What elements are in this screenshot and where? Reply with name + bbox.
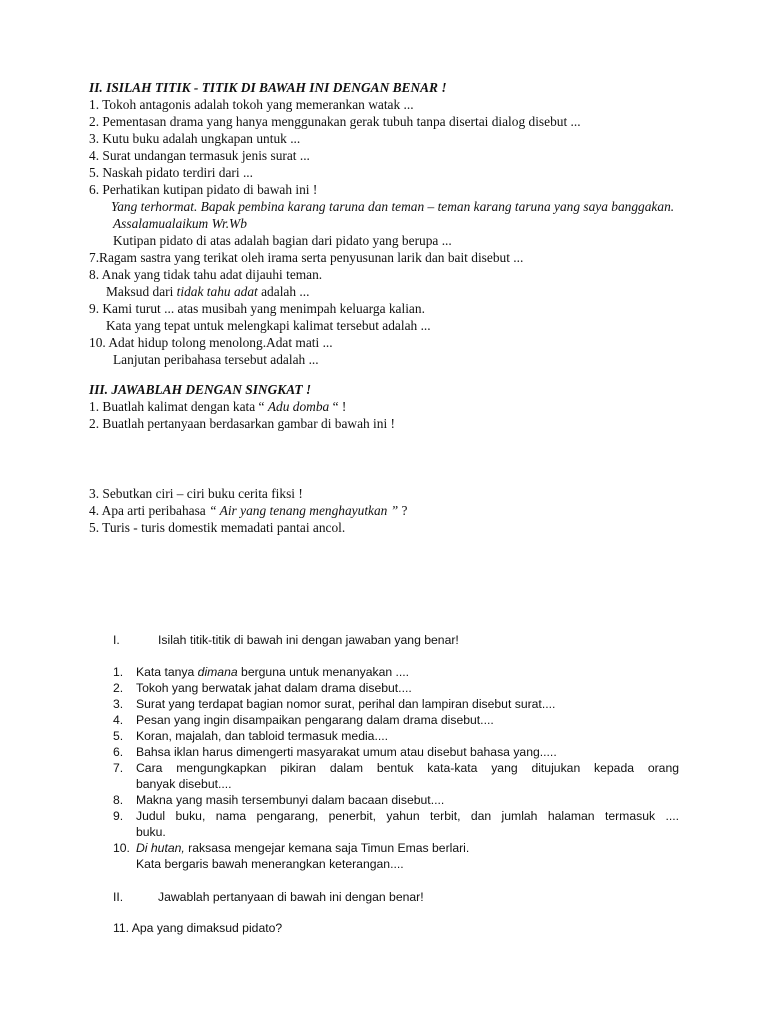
item-emphasis: “ Air yang tenang menghayutkan ” xyxy=(209,503,399,518)
question-subline xyxy=(89,283,689,300)
item-line xyxy=(136,840,679,856)
speech-quote: Yang terhormat. Bapak pembina karang taruna dan teman – teman karang taruna yang saya banggakan. xyxy=(111,199,675,214)
list-item xyxy=(113,808,679,840)
item-emphasis: Adu domba xyxy=(267,399,330,414)
list-item xyxy=(113,664,679,680)
question-subline: Kata yang tepat untuk melengkapi kalimat tersebut adalah ... xyxy=(106,318,431,333)
question-item: 8. Anak yang tidak tahu adat dijauhi teman. xyxy=(89,267,323,282)
speech-question: Kutipan pidato di atas adalah bagian dari pidato yang berupa ... xyxy=(113,233,452,248)
question-item: 2. Buatlah pertanyaan berdasarkan gambar di bawah ini ! xyxy=(89,416,396,431)
question-item: 5. Naskah pidato terdiri dari ... xyxy=(89,165,253,180)
serif-section xyxy=(89,79,689,536)
item-number: 6. xyxy=(113,745,124,759)
item-text xyxy=(136,808,679,840)
item-text: Bahsa iklan harus dimengerti masyarakat umum atau disebut bahasa yang..... xyxy=(136,745,557,759)
question-list xyxy=(113,664,679,872)
list-item xyxy=(113,792,679,808)
list-item xyxy=(113,840,679,872)
item-text: Surat yang terdapat bagian nomor surat, perihal dan lampiran disebut surat.... xyxy=(136,697,556,711)
section-numeral: II. xyxy=(113,890,124,904)
item-text: Tokoh yang berwatak jahat dalam drama disebut.... xyxy=(136,681,412,695)
item-text-part: Kata tanya xyxy=(136,665,198,679)
speech-greeting: Assalamualaikum Wr.Wb xyxy=(113,216,247,231)
item-text xyxy=(136,664,679,680)
item-emphasis: dimana xyxy=(197,665,238,679)
question-item: 11. Apa yang dimaksud pidato? xyxy=(113,921,283,935)
item-text: Pesan yang ingin disampaikan pengarang dalam drama disebut.... xyxy=(136,713,494,727)
list-item xyxy=(113,760,679,792)
item-line: Cara mengungkapkan pikiran dalam bentuk kata-kata yang ditujukan kepada orang xyxy=(136,761,679,775)
list-item xyxy=(113,744,679,760)
question-item xyxy=(89,398,689,415)
item-text xyxy=(136,840,679,872)
item-text: 1. Buatlah kalimat dengan kata “ xyxy=(89,399,268,414)
item-number: 4. xyxy=(113,713,124,727)
subline-emphasis: tidak tahu adat xyxy=(176,284,258,299)
item-number: 1. xyxy=(113,665,124,679)
subline-text: Maksud dari xyxy=(106,284,177,299)
item-text: ? xyxy=(398,503,408,518)
list-item xyxy=(113,712,679,728)
item-number: 10. xyxy=(113,841,130,855)
section-heading-text: Isilah titik-titik di bawah ini dengan jawaban yang benar! xyxy=(158,633,459,647)
question-subline: Lanjutan peribahasa tersebut adalah ... xyxy=(113,352,319,367)
item-line: Kata bergaris bawah menerangkan keterangan.... xyxy=(136,857,404,871)
item-text: 4. Apa arti peribahasa xyxy=(89,503,210,518)
item-number: 8. xyxy=(113,793,124,807)
item-emphasis: Di hutan, xyxy=(136,841,185,855)
list-item xyxy=(113,696,679,712)
section-heading-text: Jawablah pertanyaan di bawah ini dengan benar! xyxy=(158,890,424,904)
item-text: Makna yang masih tersembunyi dalam bacaan disebut.... xyxy=(136,793,445,807)
question-item: 4. Surat undangan termasuk jenis surat ... xyxy=(89,148,310,163)
question-item xyxy=(89,502,689,519)
section-numeral: I. xyxy=(113,633,120,647)
item-text: Koran, majalah, dan tabloid termasuk media.... xyxy=(136,729,389,743)
subline-text: adalah ... xyxy=(257,284,310,299)
question-item: 5. Turis - turis domestik memadati pantai ancol. xyxy=(89,520,346,535)
item-line: banyak disebut.... xyxy=(136,777,232,791)
item-line: buku. xyxy=(136,825,166,839)
question-item: 7.Ragam sastra yang terikat oleh irama serta penyusunan larik dan bait disebut ... xyxy=(89,250,524,265)
item-number: 3. xyxy=(113,697,124,711)
question-item: 1. Tokoh antagonis adalah tokoh yang memerankan watak ... xyxy=(89,97,414,112)
section-i-heading xyxy=(113,632,679,648)
item-number: 5. xyxy=(113,729,124,743)
section-iii-heading: III. JAWABLAH DENGAN SINGKAT ! xyxy=(89,382,312,397)
item-line: Judul buku, nama pengarang, penerbit, yahun terbit, dan jumlah halaman termasuk .... xyxy=(136,809,679,823)
section-ii-heading: II. ISILAH TITIK - TITIK DI BAWAH INI DENGAN BENAR ! xyxy=(89,80,447,95)
item-text: “ ! xyxy=(329,399,347,414)
sans-section xyxy=(113,632,679,936)
item-text xyxy=(136,760,679,792)
item-number: 2. xyxy=(113,681,124,695)
question-item: 6. Perhatikan kutipan pidato di bawah ini ! xyxy=(89,182,318,197)
item-number: 9. xyxy=(113,809,124,823)
list-item xyxy=(113,728,679,744)
section-ii-sans-heading xyxy=(113,889,679,905)
list-item xyxy=(113,680,679,696)
item-text-part: raksasa mengejar kemana saja Timun Emas berlari. xyxy=(184,841,470,855)
question-item: 10. Adat hidup tolong menolong.Adat mati ... xyxy=(89,335,333,350)
question-item: 9. Kami turut ... atas musibah yang menimpah keluarga kalian. xyxy=(89,301,425,316)
question-item: 3. Kutu buku adalah ungkapan untuk ... xyxy=(89,131,301,146)
question-item: 3. Sebutkan ciri – ciri buku cerita fiksi ! xyxy=(89,486,303,501)
item-text-part: berguna untuk menanyakan .... xyxy=(237,665,410,679)
item-number: 7. xyxy=(113,761,124,775)
question-item: 2. Pementasan drama yang hanya menggunakan gerak tubuh tanpa disertai dialog disebut ... xyxy=(89,114,581,129)
